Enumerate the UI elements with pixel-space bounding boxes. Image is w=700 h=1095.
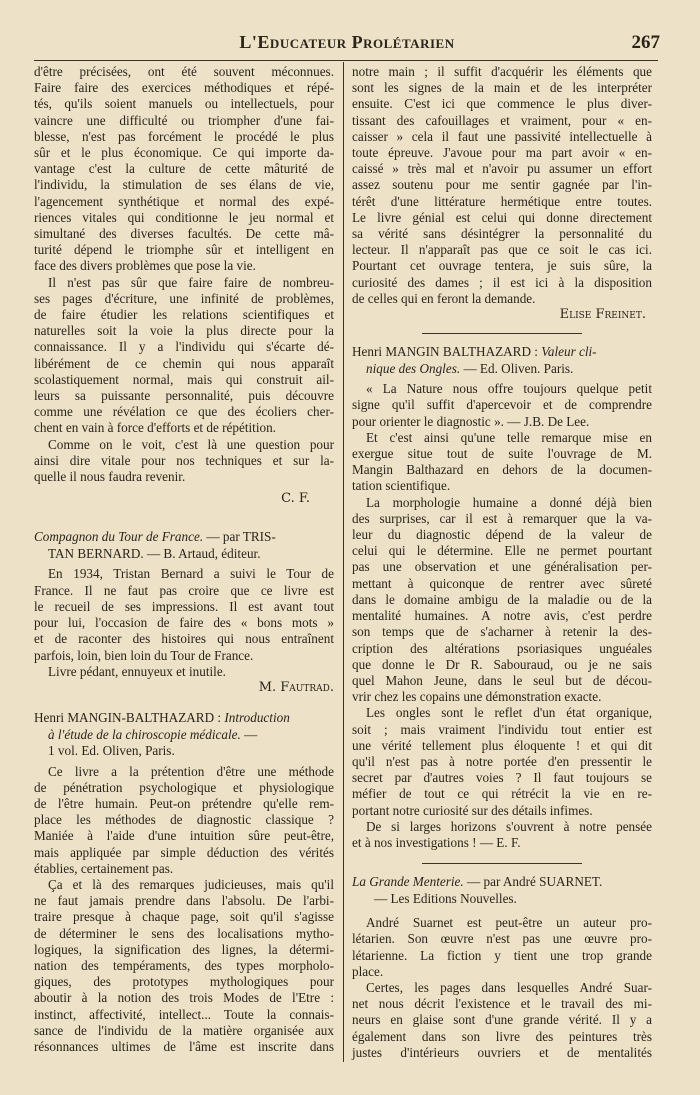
text-line: l'agencement synthétique et normal des expé-	[34, 193, 334, 209]
text-line: André Suarnet est peut-être un auteur pro-	[366, 915, 652, 931]
text-line: connaissance. Il y a l'individu qui s'écarte dé-	[34, 339, 334, 355]
review-heading-tour-de-france	[34, 529, 334, 562]
text-line: simultané des diverses facultés. De cette mâ-	[34, 226, 334, 242]
text-line: Il n'est pas sûr que faire faire de nombreu-	[48, 274, 334, 290]
book-title: Compagnon du Tour de France.	[34, 529, 204, 545]
journal-title: L'Educateur Prolétarien	[239, 32, 455, 52]
text-line: tés, qu'ils soient manuels ou intellectuels, pour	[34, 96, 334, 112]
text-line: instinct, affectivité, intellect... Toute la connais-	[34, 1006, 334, 1022]
review-body	[34, 566, 334, 663]
text-line: résonnances ultimes de l'âme est inscrite dans	[34, 1039, 334, 1055]
text-line: sa vérité sans désintégrer la personnalité du	[352, 226, 652, 242]
text-line: soit ; mais vraiment l'individu tout entier est	[352, 721, 652, 737]
text-line: établies, certainement pas.	[34, 860, 174, 876]
right-column	[352, 64, 652, 1061]
review-body	[352, 495, 652, 706]
review-author: Henri MANGIN BALTHAZARD :	[352, 344, 542, 360]
text-line: neurs en glaise sont d'une grande vérité. Il y a	[352, 1012, 652, 1028]
text-line: que donne le Dr R. Sabouraud, ou je ne sais	[352, 656, 652, 672]
text-line: une vérité tellement plus éloquente ! et qui dit	[352, 737, 652, 753]
text-line: d'être précisées, ont été souvent méconnues.	[34, 64, 334, 79]
book-title: Valeur cli-	[541, 344, 597, 360]
review-byline: — Ed. Oliven. Paris.	[460, 360, 574, 376]
article-continuation	[34, 64, 334, 275]
text-line: notre main ; il suffit d'acquérir les éléments que	[352, 64, 652, 79]
text-line: France. Il ne faut pas croire que ce livre est	[34, 582, 334, 598]
text-line: térêt d'une littérature hermétique entre toutes.	[352, 193, 652, 209]
text-line: signe qu'il suffit d'apercevoir et de comprendre	[352, 397, 652, 413]
text-line: Pourtant cet ouvrage tentera, je suis sûre, la	[352, 258, 652, 274]
review-line: Livre pédant, ennuyeux et inutile.	[48, 663, 226, 679]
book-title: Introduction	[224, 710, 290, 726]
review-byline: — par TRIS-	[203, 529, 276, 545]
text-line: logiques, la signification des lignes, la détermi-	[34, 941, 334, 957]
text-line: Certes, les pages dans lesquelles André Suar-	[366, 979, 652, 995]
review-author: Henri MANGIN-BALTHAZARD :	[34, 710, 225, 726]
running-header	[34, 32, 660, 58]
text-line: l'individu, la stimulation de ses élans de vie,	[34, 177, 334, 193]
text-line: Faire faire des exercices méthodiques et répé-	[34, 80, 334, 96]
review-body	[34, 877, 334, 1055]
text-line: de l'être humain. Peut-on prétendre qu'elle rem-	[34, 796, 334, 812]
text-line: assez soutenu pour me sentir gagnée par l'in-	[352, 177, 652, 193]
text-line: mentalité humaines. A notre avis, c'est perdre	[352, 608, 652, 624]
review-byline: — Les Editions Nouvelles.	[374, 890, 517, 906]
text-line: ainsi dire vitale pour nos techniques et sur la-	[34, 452, 334, 468]
review-body	[34, 764, 334, 877]
text-line: vantage c'est la culture de cette mâturité de	[34, 161, 334, 177]
text-line: caisser » cela il faut une passivité intellectuelle à	[352, 128, 652, 144]
review-body	[352, 705, 652, 818]
text-line: Maniée à l'aide d'une intuition sûre peut-être,	[34, 828, 334, 844]
text-line: « La Nature nous offre toujours quelque petit	[366, 381, 652, 397]
text-line: ne faut jamais prendre dans l'absolu. De l'arbi-	[34, 893, 334, 909]
text-line: Ce livre a la prétention d'être une méthode	[48, 763, 334, 779]
text-line: net nous décrit l'existence et le travail des mi-	[352, 996, 652, 1012]
text-line: nation des tempéraments, des types morpholo-	[34, 958, 334, 974]
text-line: pour lui, l'occasion de faire des « bons mots »	[34, 615, 334, 631]
text-line: libérément de ce chemin qui nous apparaît	[34, 355, 334, 371]
text-line: traire presque à chaque page, soit qu'il s'agisse	[34, 909, 334, 925]
text-line: Et c'est ainsi qu'une telle remarque mise en	[366, 429, 652, 445]
text-line: cription des altérations psoriasiques unguéales	[352, 640, 652, 656]
text-line: dans le domaine ambigu de la maladie ou de la	[352, 591, 652, 607]
text-line: celui qui le détermine. Elle ne permet pourtant	[352, 543, 652, 559]
text-line: quel Mahon Jeune, dans le seul but de décou-	[352, 672, 652, 688]
signature-cf: C. F.	[281, 491, 310, 507]
text-line: également dans son livre des peintures très	[352, 1028, 652, 1044]
text-line: Le livre génial est celui qui donne directement	[352, 209, 652, 225]
book-title: nique des Ongles.	[366, 360, 461, 376]
review-body	[352, 430, 652, 495]
review-body	[352, 819, 652, 851]
text-line: aboutir à la notion des trois Modes de l'Etre :	[34, 990, 334, 1006]
review-continuation	[352, 64, 652, 307]
text-line: justes d'intérieurs ouvriers et de mentalités	[352, 1044, 652, 1060]
text-line: place.	[352, 963, 384, 979]
text-line: face des divers problèmes que pose la vie.	[34, 258, 256, 274]
text-line: chent en vain à force d'efforts et de répétition.	[34, 420, 276, 436]
text-line: secret par d'autres voies ? Il faut toujours se	[352, 770, 652, 786]
text-line: naturelles soit la voie la plus directe pour la	[34, 323, 334, 339]
review-heading-chiroscopie	[34, 710, 334, 760]
review-byline: —	[240, 726, 258, 742]
text-line: Mangin Balthazard en dehors de la documen-	[352, 462, 652, 478]
text-line: En 1934, Tristan Bernard a suivi le Tour de	[48, 566, 334, 582]
text-line: exergue situe tout de suite l'ouvrage de M.	[352, 446, 652, 462]
text-line: Comme on le voit, c'est là une question pour	[48, 436, 334, 452]
text-line: De si larges horizons s'ouvrent à notre pensée	[366, 818, 652, 834]
text-line: létarienne. La fiction y tient une trop grande	[352, 947, 652, 963]
section-divider	[422, 863, 582, 864]
paragraph	[34, 275, 334, 437]
text-line: blesse, n'est pas forcément le procédé le plus	[34, 128, 334, 144]
text-line: place les méthodes de diagnostic classique ?	[34, 812, 334, 828]
text-line: lecteur. Il n'apparaît pas que ce soit le cas ici.	[352, 242, 652, 258]
text-line: turité dépend le triomphe sûr et intelligent en	[34, 242, 334, 258]
text-line: mettant à quiconque de rentrer avec sûreté	[352, 575, 652, 591]
section-divider	[422, 333, 582, 334]
text-line: sûr et le plus économique. Ce qui importe da-	[34, 145, 334, 161]
text-line: létarien. Son œuvre n'est pas une œuvre pro-	[352, 931, 652, 947]
left-column	[34, 64, 334, 1055]
text-line: portant notre curiosité sur des détails infimes.	[352, 802, 593, 818]
text-line: La morphologie humaine a donné déjà bien	[366, 494, 652, 510]
review-body	[352, 915, 652, 980]
text-line: tissant des cafouillages et vraiment, pour « en-	[352, 112, 652, 128]
text-line: Ça et là des remarques judicieuses, mais qu'il	[48, 877, 334, 893]
signature-elise-freinet: Elise Freinet.	[559, 307, 646, 323]
book-title: à l'étude de la chiroscopie médicale.	[48, 726, 241, 742]
text-line: sont les signes de la main et de les interpréter	[352, 80, 652, 96]
text-line: giques, des prototypes mythologiques pour	[34, 974, 334, 990]
text-line: méfier de tout ce qui rétrécit la vie en re-	[352, 786, 652, 802]
text-line: quelle il nous faudra revenir.	[34, 469, 186, 485]
text-line: sance de l'individu de la matière organisée aux	[34, 1022, 334, 1038]
text-line: le recueil de ses impressions. Il est avant tout	[34, 598, 334, 614]
text-line: leurs sa puissante personnalité, puis découvre	[34, 388, 334, 404]
text-line: leur du diagnostic dépend de la valeur de	[352, 527, 652, 543]
text-line: de pénétration psychologique et physiologique	[34, 779, 334, 795]
epigraph	[352, 381, 652, 430]
text-line: vrir chez les copains une démonstration exacte.	[352, 689, 602, 705]
text-line: curiosité des dames ; il est ici à la disposition	[352, 274, 652, 290]
review-body-end	[34, 664, 334, 680]
text-line: caissé » très mal et n'avoir pu assumer un effort	[352, 161, 652, 177]
text-line: parfois, loin, bien loin du Tour de France.	[34, 647, 254, 663]
text-line: de celles qui en feront la demande.	[352, 290, 536, 306]
text-line: et de raconter des histoires qui nous entraînent	[34, 631, 334, 647]
text-line: son temps que de s'acharner à retenir la des-	[352, 624, 652, 640]
text-line: mais appliquée par simple déduction des vérités	[34, 844, 334, 860]
text-line: comme une révélation ce que des écoliers cher-	[34, 404, 334, 420]
review-byline: — par André SUARNET.	[463, 874, 603, 890]
review-heading-ongles	[352, 344, 652, 377]
column-rule	[343, 62, 344, 1062]
review-byline: 1 vol. Ed. Oliven, Paris.	[48, 743, 175, 759]
book-title: La Grande Menterie.	[352, 874, 464, 890]
paragraph	[34, 437, 334, 486]
text-line: ses pages d'écriture, une infinité de problèmes,	[34, 290, 334, 306]
text-line: Les ongles sont le reflet d'un état organique,	[366, 705, 652, 721]
header-rule	[34, 60, 658, 61]
text-line: scolastiquement normal, mais qui construit ail-	[34, 371, 334, 387]
signature-fautrad: M. Fautrad.	[258, 679, 334, 695]
text-line: ensuite. C'est ici que commence le plus diver-	[352, 96, 652, 112]
text-line: vaincre une difficulté ou triompher d'une fai-	[34, 112, 334, 128]
text-line: qu'il n'est pas à notre portée d'en pressentir le	[352, 753, 652, 769]
text-line: de faire étudier les relations scientifiques et	[34, 307, 334, 323]
text-line: pour orienter le diagnostic ». — J.B. De Lee.	[352, 413, 590, 429]
text-line: pas une observation et une généralisation per-	[352, 559, 652, 575]
text-line: riences vitales qui conditionne le jeu normal et	[34, 209, 334, 225]
review-heading-grande-menterie	[352, 874, 652, 907]
text-line: des surprises, car il est à remarquer que la va-	[352, 510, 652, 526]
review-byline: TAN BERNARD. — B. Artaud, éditeur.	[48, 545, 261, 561]
text-line: de déterminer le sens des localisations mytho-	[34, 925, 334, 941]
text-line: et à nos investigations ! — E. F.	[352, 834, 521, 850]
page-number: 267	[631, 32, 660, 53]
text-line: tation scientifique.	[352, 478, 451, 494]
review-body	[352, 980, 652, 1061]
text-line: toute épreuve. J'avoue pour ma part avoir « en-	[352, 145, 652, 161]
